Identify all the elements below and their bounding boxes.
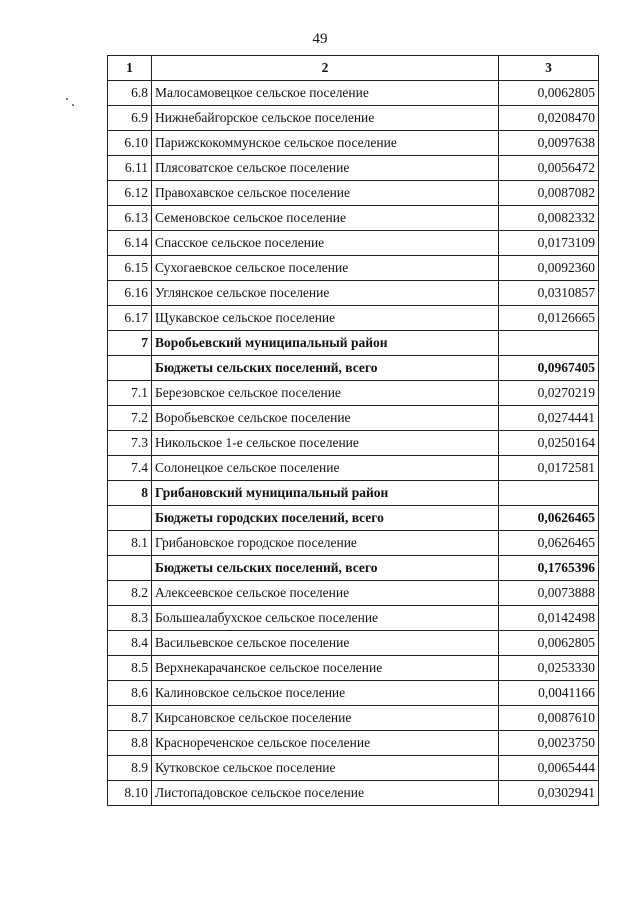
table-row	[108, 131, 599, 156]
row-number-cell: 8.2	[108, 581, 152, 606]
row-name-cell: Листопадовское сельское поселение	[152, 781, 499, 806]
row-name-cell: Краснореченское сельское поселение	[152, 731, 499, 756]
table-row	[108, 256, 599, 281]
row-number-cell: 8	[108, 481, 152, 506]
row-value-cell: 0,0041166	[499, 681, 599, 706]
row-number-cell: 6.14	[108, 231, 152, 256]
row-value-cell: 0,0065444	[499, 756, 599, 781]
row-value-cell: 0,0056472	[499, 156, 599, 181]
table-row	[108, 706, 599, 731]
row-value-cell: 0,0087610	[499, 706, 599, 731]
row-name-cell: Плясоватское сельское поселение	[152, 156, 499, 181]
row-number-cell: 8.10	[108, 781, 152, 806]
row-name-cell: Нижнебайгорское сельское поселение	[152, 106, 499, 131]
row-value-cell: 0,0173109	[499, 231, 599, 256]
row-value-cell: 0,0062805	[499, 631, 599, 656]
row-number-cell: 6.17	[108, 306, 152, 331]
row-name-cell: Бюджеты городских поселений, всего	[152, 506, 499, 531]
row-number-cell: 8.4	[108, 631, 152, 656]
row-number-cell: 8.6	[108, 681, 152, 706]
row-name-cell: Кирсановское сельское поселение	[152, 706, 499, 731]
table-row	[108, 381, 599, 406]
table-row	[108, 356, 599, 381]
row-name-cell: Никольское 1-е сельское поселение	[152, 431, 499, 456]
page-number: 49	[312, 31, 328, 47]
table-row	[108, 581, 599, 606]
row-name-cell: Грибановский муниципальный район	[152, 481, 499, 506]
row-name-cell: Солонецкое сельское поселение	[152, 456, 499, 481]
table-row	[108, 681, 599, 706]
table-row	[108, 406, 599, 431]
row-value-cell: 0,0626465	[499, 531, 599, 556]
table-row	[108, 481, 599, 506]
scan-speck	[72, 104, 74, 106]
table-row	[108, 156, 599, 181]
table-row	[108, 431, 599, 456]
row-value-cell: 0,0967405	[499, 356, 599, 381]
row-name-cell: Парижскокоммунское сельское поселение	[152, 131, 499, 156]
row-number-cell: 6.16	[108, 281, 152, 306]
row-value-cell: 0,0172581	[499, 456, 599, 481]
row-value-cell: 0,0302941	[499, 781, 599, 806]
row-value-cell	[499, 481, 599, 506]
table-row	[108, 331, 599, 356]
scan-speck	[66, 98, 68, 100]
row-number-cell: 6.8	[108, 81, 152, 106]
row-number-cell: 7.4	[108, 456, 152, 481]
row-value-cell: 0,0270219	[499, 381, 599, 406]
row-value-cell: 0,0023750	[499, 731, 599, 756]
row-value-cell: 0,0310857	[499, 281, 599, 306]
row-name-cell: Семеновское сельское поселение	[152, 206, 499, 231]
row-value-cell: 0,0062805	[499, 81, 599, 106]
row-number-cell: 8.5	[108, 656, 152, 681]
row-value-cell: 0,0274441	[499, 406, 599, 431]
row-value-cell: 0,0250164	[499, 431, 599, 456]
row-name-cell: Калиновское сельское поселение	[152, 681, 499, 706]
table-row	[108, 456, 599, 481]
table-row	[108, 306, 599, 331]
row-name-cell: Спасское сельское поселение	[152, 231, 499, 256]
row-number-cell: 8.9	[108, 756, 152, 781]
row-name-cell: Сухогаевское сельское поселение	[152, 256, 499, 281]
row-value-cell: 0,0087082	[499, 181, 599, 206]
row-value-cell: 0,0092360	[499, 256, 599, 281]
row-value-cell: 0,0142498	[499, 606, 599, 631]
table-body	[108, 81, 599, 806]
budget-distribution-table	[107, 55, 599, 806]
row-number-cell: 6.11	[108, 156, 152, 181]
row-number-cell: 8.7	[108, 706, 152, 731]
row-value-cell: 0,0126665	[499, 306, 599, 331]
table-row	[108, 631, 599, 656]
column-header-value: 3	[499, 56, 599, 81]
column-header-name: 2	[152, 56, 499, 81]
row-name-cell: Воробьевское сельское поселение	[152, 406, 499, 431]
table-row	[108, 656, 599, 681]
row-number-cell: 6.12	[108, 181, 152, 206]
table-row	[108, 231, 599, 256]
column-header-number: 1	[108, 56, 152, 81]
table-row	[108, 606, 599, 631]
row-number-cell: 7	[108, 331, 152, 356]
row-name-cell: Верхнекарачанское сельское поселение	[152, 656, 499, 681]
row-name-cell: Березовское сельское поселение	[152, 381, 499, 406]
row-number-cell: 8.1	[108, 531, 152, 556]
row-value-cell: 0,0073888	[499, 581, 599, 606]
row-value-cell: 0,0626465	[499, 506, 599, 531]
row-name-cell: Большеалабухское сельское поселение	[152, 606, 499, 631]
table-row	[108, 206, 599, 231]
row-name-cell: Грибановское городское поселение	[152, 531, 499, 556]
row-number-cell: 8.8	[108, 731, 152, 756]
row-name-cell: Бюджеты сельских поселений, всего	[152, 356, 499, 381]
row-number-cell: 7.2	[108, 406, 152, 431]
row-number-cell	[108, 506, 152, 531]
row-value-cell: 0,0097638	[499, 131, 599, 156]
table-row	[108, 181, 599, 206]
row-name-cell: Щукавское сельское поселение	[152, 306, 499, 331]
row-number-cell	[108, 356, 152, 381]
row-name-cell: Васильевское сельское поселение	[152, 631, 499, 656]
table-row	[108, 531, 599, 556]
row-name-cell: Правохавское сельское поселение	[152, 181, 499, 206]
row-name-cell: Малосамовецкое сельское поселение	[152, 81, 499, 106]
table-row	[108, 781, 599, 806]
table-header-row	[108, 56, 599, 81]
table-row	[108, 281, 599, 306]
row-value-cell: 0,0208470	[499, 106, 599, 131]
table-row	[108, 756, 599, 781]
row-value-cell	[499, 331, 599, 356]
row-number-cell: 7.3	[108, 431, 152, 456]
row-name-cell: Алексеевское сельское поселение	[152, 581, 499, 606]
table-row	[108, 81, 599, 106]
row-name-cell: Углянское сельское поселение	[152, 281, 499, 306]
row-number-cell: 6.13	[108, 206, 152, 231]
row-number-cell: 8.3	[108, 606, 152, 631]
row-value-cell: 0,1765396	[499, 556, 599, 581]
row-number-cell: 6.9	[108, 106, 152, 131]
row-value-cell: 0,0082332	[499, 206, 599, 231]
row-number-cell	[108, 556, 152, 581]
row-name-cell: Воробьевский муниципальный район	[152, 331, 499, 356]
row-number-cell: 6.10	[108, 131, 152, 156]
table-row	[108, 556, 599, 581]
row-name-cell: Кутковское сельское поселение	[152, 756, 499, 781]
row-name-cell: Бюджеты сельских поселений, всего	[152, 556, 499, 581]
row-number-cell: 7.1	[108, 381, 152, 406]
table-row	[108, 506, 599, 531]
table-row	[108, 731, 599, 756]
row-number-cell: 6.15	[108, 256, 152, 281]
table-row	[108, 106, 599, 131]
row-value-cell: 0,0253330	[499, 656, 599, 681]
